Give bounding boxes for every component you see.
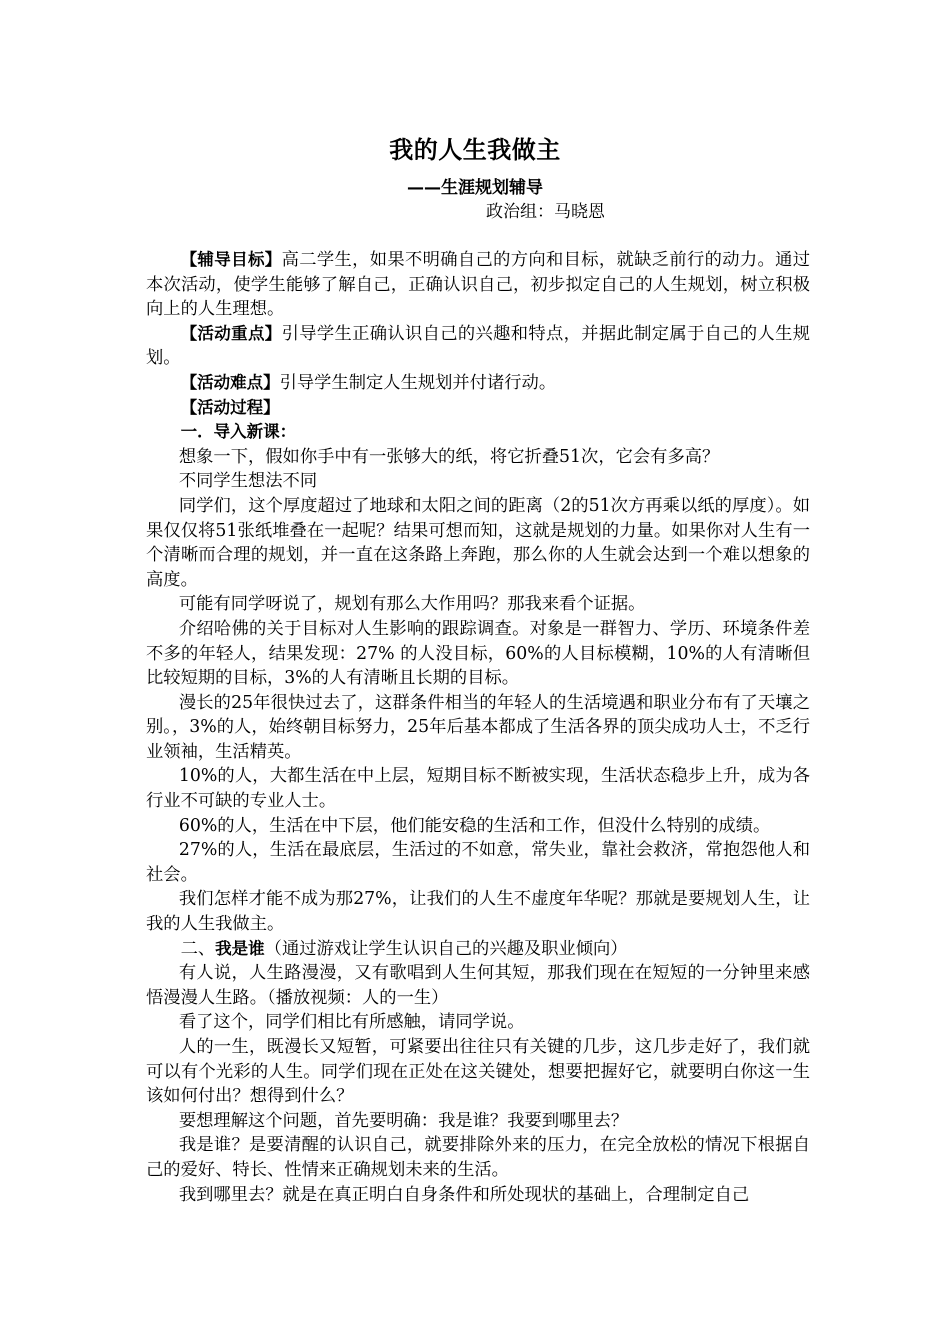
body-paragraph: 人的一生，既漫长又短暂，可紧要出往往只有关键的几步，这几步走好了，我们就可以有个光彩的人生。同学们现在正处在这关键处，想要把握好它，就要明白你这一生该如何付出？想得到什么？ xyxy=(146,1037,810,1107)
body-paragraph: 看了这个，同学们相比有所感触，请同学说。 xyxy=(178,1012,525,1033)
focus-paragraph xyxy=(146,322,810,371)
body-paragraph: 有人说，人生路漫漫，又有歌唱到人生何其短，那我们现在在短短的一分钟里来感悟漫漫人生路。（播放视频：人的一生） xyxy=(146,963,810,1008)
body-paragraph: 我到哪里去？就是在真正明白自身条件和所处现状的基础上，合理制定自己 xyxy=(178,1184,750,1205)
body-paragraph: 漫长的25年很快过去了，这群条件相当的年轻人的生活境遇和职业分布有了天壤之别。，3%的人，始终朝目标努力，25年后基本都成了生活各界的顶尖成功人士，不乏行业领袖，生活精英。 xyxy=(146,692,810,762)
difficulty-text: 引导学生制定人生规划并付诸行动。 xyxy=(279,372,557,393)
process-heading: 【活动过程】 xyxy=(180,397,280,417)
objective-label: 【辅导目标】 xyxy=(180,250,282,269)
body-paragraph: 介绍哈佛的关于目标对人生影响的跟踪调查。对象是一群智力、学历、环境条件差不多的年轻人，结果发现：27% 的人没目标，60%的人目标模糊，10%的人有清晰但比较短期的目标，3%的人有清晰且长期的目标。 xyxy=(146,618,810,689)
body-paragraph: 我们怎样才能不成为那27%，让我们的人生不虚度年华呢？那就是要规划人生，让我的人生我做主。 xyxy=(146,889,810,935)
objective-text: 高二学生，如果不明确自己的方向和目标，就缺乏前行的动力。通过本次活动，使学生能够了解自己，正确认识自己，初步拟定自己的人生规划，树立积极向上的人生理想。 xyxy=(146,250,810,320)
body-paragraph: 同学们，这个厚度超过了地球和太阳之间的距离（2的51次方再乘以纸的厚度）。如果仅仅将51张纸堆叠在一起呢？结果可想而知，这就是规划的力量。如果你对人生有一个清晰而合理的规划，并一直在这条路上奔跑，那么你的人生就会达到一个难以想象的高度。 xyxy=(146,495,810,590)
focus-label: 【活动重点】 xyxy=(180,323,282,343)
body-paragraph: 想象一下，假如你手中有一张够大的纸，将它折叠51次，它会有多高？ xyxy=(178,446,720,467)
body-paragraph: 要想理解这个问题，首先要明确：我是谁？我要到哪里去？ xyxy=(178,1110,629,1131)
difficulty-label: 【活动难点】 xyxy=(180,372,280,392)
document-body xyxy=(146,248,810,1207)
difficulty-paragraph xyxy=(146,371,810,396)
body-paragraph: 可能有同学呀说了，规划有那么大作用吗？那我来看个证据。 xyxy=(178,594,646,615)
objective-paragraph xyxy=(146,248,810,322)
section2-heading: 二、我是谁（通过游戏让学生认识自己的兴趣及职业倾向） xyxy=(180,938,628,959)
body-paragraph: 10%的人，大都生活在中上层，短期目标不断被实现，生活状态稳步上升，成为各行业不可缺的专业人士。 xyxy=(146,766,810,812)
section1-heading: 一．导入新课： xyxy=(180,422,297,442)
body-paragraph: 60%的人，生活在中下层，他们能安稳的生活和工作，但没什么特别的成绩。 xyxy=(178,815,771,836)
body-paragraph: 我是谁？是要清醒的认识自己，就要排除外来的压力，在完全放松的情况下根据自己的爱好、特长、性情来正确规划未来的生活。 xyxy=(146,1135,810,1180)
author-line: 政治组：马晓恩 xyxy=(486,202,605,222)
body-paragraph: 不同学生想法不同 xyxy=(178,471,318,492)
focus-text: 引导学生正确认识自己的兴趣和特点，并据此制定属于自己的人生规划。 xyxy=(146,323,810,369)
page-subtitle: ——生涯规划辅导 xyxy=(407,178,543,198)
page-title: 我的人生我做主 xyxy=(389,136,561,164)
body-paragraph: 27%的人，生活在最底层，生活过的不如意，常失业，靠社会救济，常抱怨他人和社会。 xyxy=(146,840,810,885)
